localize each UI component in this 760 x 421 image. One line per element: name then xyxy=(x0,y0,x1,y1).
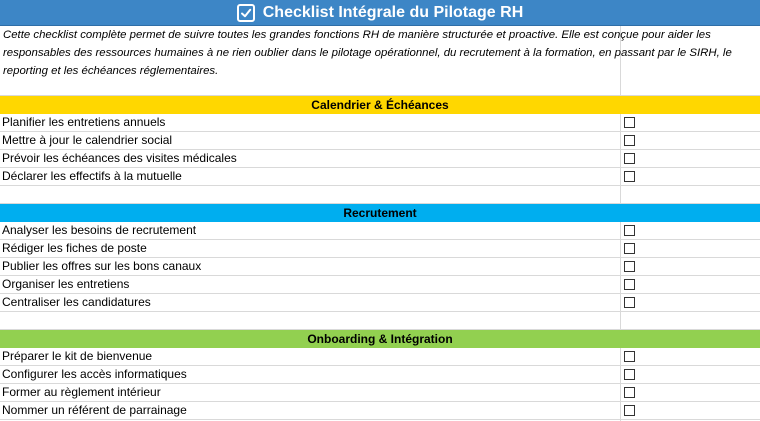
intro-text: Cette checklist complète permet de suivre toutes les grandes fonctions RH de manière structurée et proactive. Elle est conçue pour aider les responsables des ressources humaines à ne rien oublier dans le pilotage opérationnel, du recrutement à la formation, en passant par le SIRH, le reporting et les échéances réglementaires. xyxy=(3,29,732,77)
spacer-row xyxy=(0,186,760,204)
checklist-row xyxy=(0,366,760,384)
title-bar xyxy=(0,0,760,26)
item-label: Prévoir les échéances des visites médicales xyxy=(2,151,237,165)
item-label: Déclarer les effectifs à la mutuelle xyxy=(2,169,182,183)
checklist-row xyxy=(0,348,760,366)
checklist-row xyxy=(0,132,760,150)
section-header-calendrier xyxy=(0,96,760,114)
checklist-row xyxy=(0,294,760,312)
checkbox[interactable] xyxy=(624,297,635,308)
checkbox[interactable] xyxy=(624,261,635,272)
checklist-row xyxy=(0,384,760,402)
item-label: Préparer le kit de bienvenue xyxy=(2,349,153,363)
item-label: Centraliser les candidatures xyxy=(2,295,151,309)
checklist-row xyxy=(0,240,760,258)
item-label: Former au règlement intérieur xyxy=(2,385,161,399)
checklist-row xyxy=(0,402,760,420)
checklist-row xyxy=(0,114,760,132)
section-title: Recrutement xyxy=(343,206,417,220)
checkbox[interactable] xyxy=(624,171,635,182)
spacer-row xyxy=(0,312,760,330)
section-title: Onboarding & Intégration xyxy=(307,332,453,346)
checklist-row xyxy=(0,168,760,186)
spacer-row xyxy=(0,78,760,96)
item-label: Mettre à jour le calendrier social xyxy=(2,133,173,147)
section-header-recrutement xyxy=(0,204,760,222)
item-label: Organiser les entretiens xyxy=(2,277,130,291)
checkbox[interactable] xyxy=(624,243,635,254)
checklist-row xyxy=(0,222,760,240)
checkbox[interactable] xyxy=(624,279,635,290)
checklist-row xyxy=(0,150,760,168)
checked-box-icon xyxy=(237,4,255,22)
checklist-row xyxy=(0,276,760,294)
checkbox[interactable] xyxy=(624,405,635,416)
item-label: Planifier les entretiens annuels xyxy=(2,115,166,129)
item-label: Rédiger les fiches de poste xyxy=(2,241,147,255)
item-label: Configurer les accès informatiques xyxy=(2,367,187,381)
item-label: Analyser les besoins de recrutement xyxy=(2,223,197,237)
checkbox[interactable] xyxy=(624,369,635,380)
item-label: Nommer un référent de parrainage xyxy=(2,403,187,417)
page-title: Checklist Intégrale du Pilotage RH xyxy=(262,3,524,21)
checkbox[interactable] xyxy=(624,153,635,164)
section-header-onboarding xyxy=(0,330,760,348)
checklist-row xyxy=(0,258,760,276)
item-label: Publier les offres sur les bons canaux xyxy=(2,259,202,273)
checkbox[interactable] xyxy=(624,351,635,362)
checkbox[interactable] xyxy=(624,387,635,398)
checkbox[interactable] xyxy=(624,117,635,128)
checkbox[interactable] xyxy=(624,135,635,146)
section-title: Calendrier & Échéances xyxy=(311,98,449,112)
checkbox[interactable] xyxy=(624,225,635,236)
